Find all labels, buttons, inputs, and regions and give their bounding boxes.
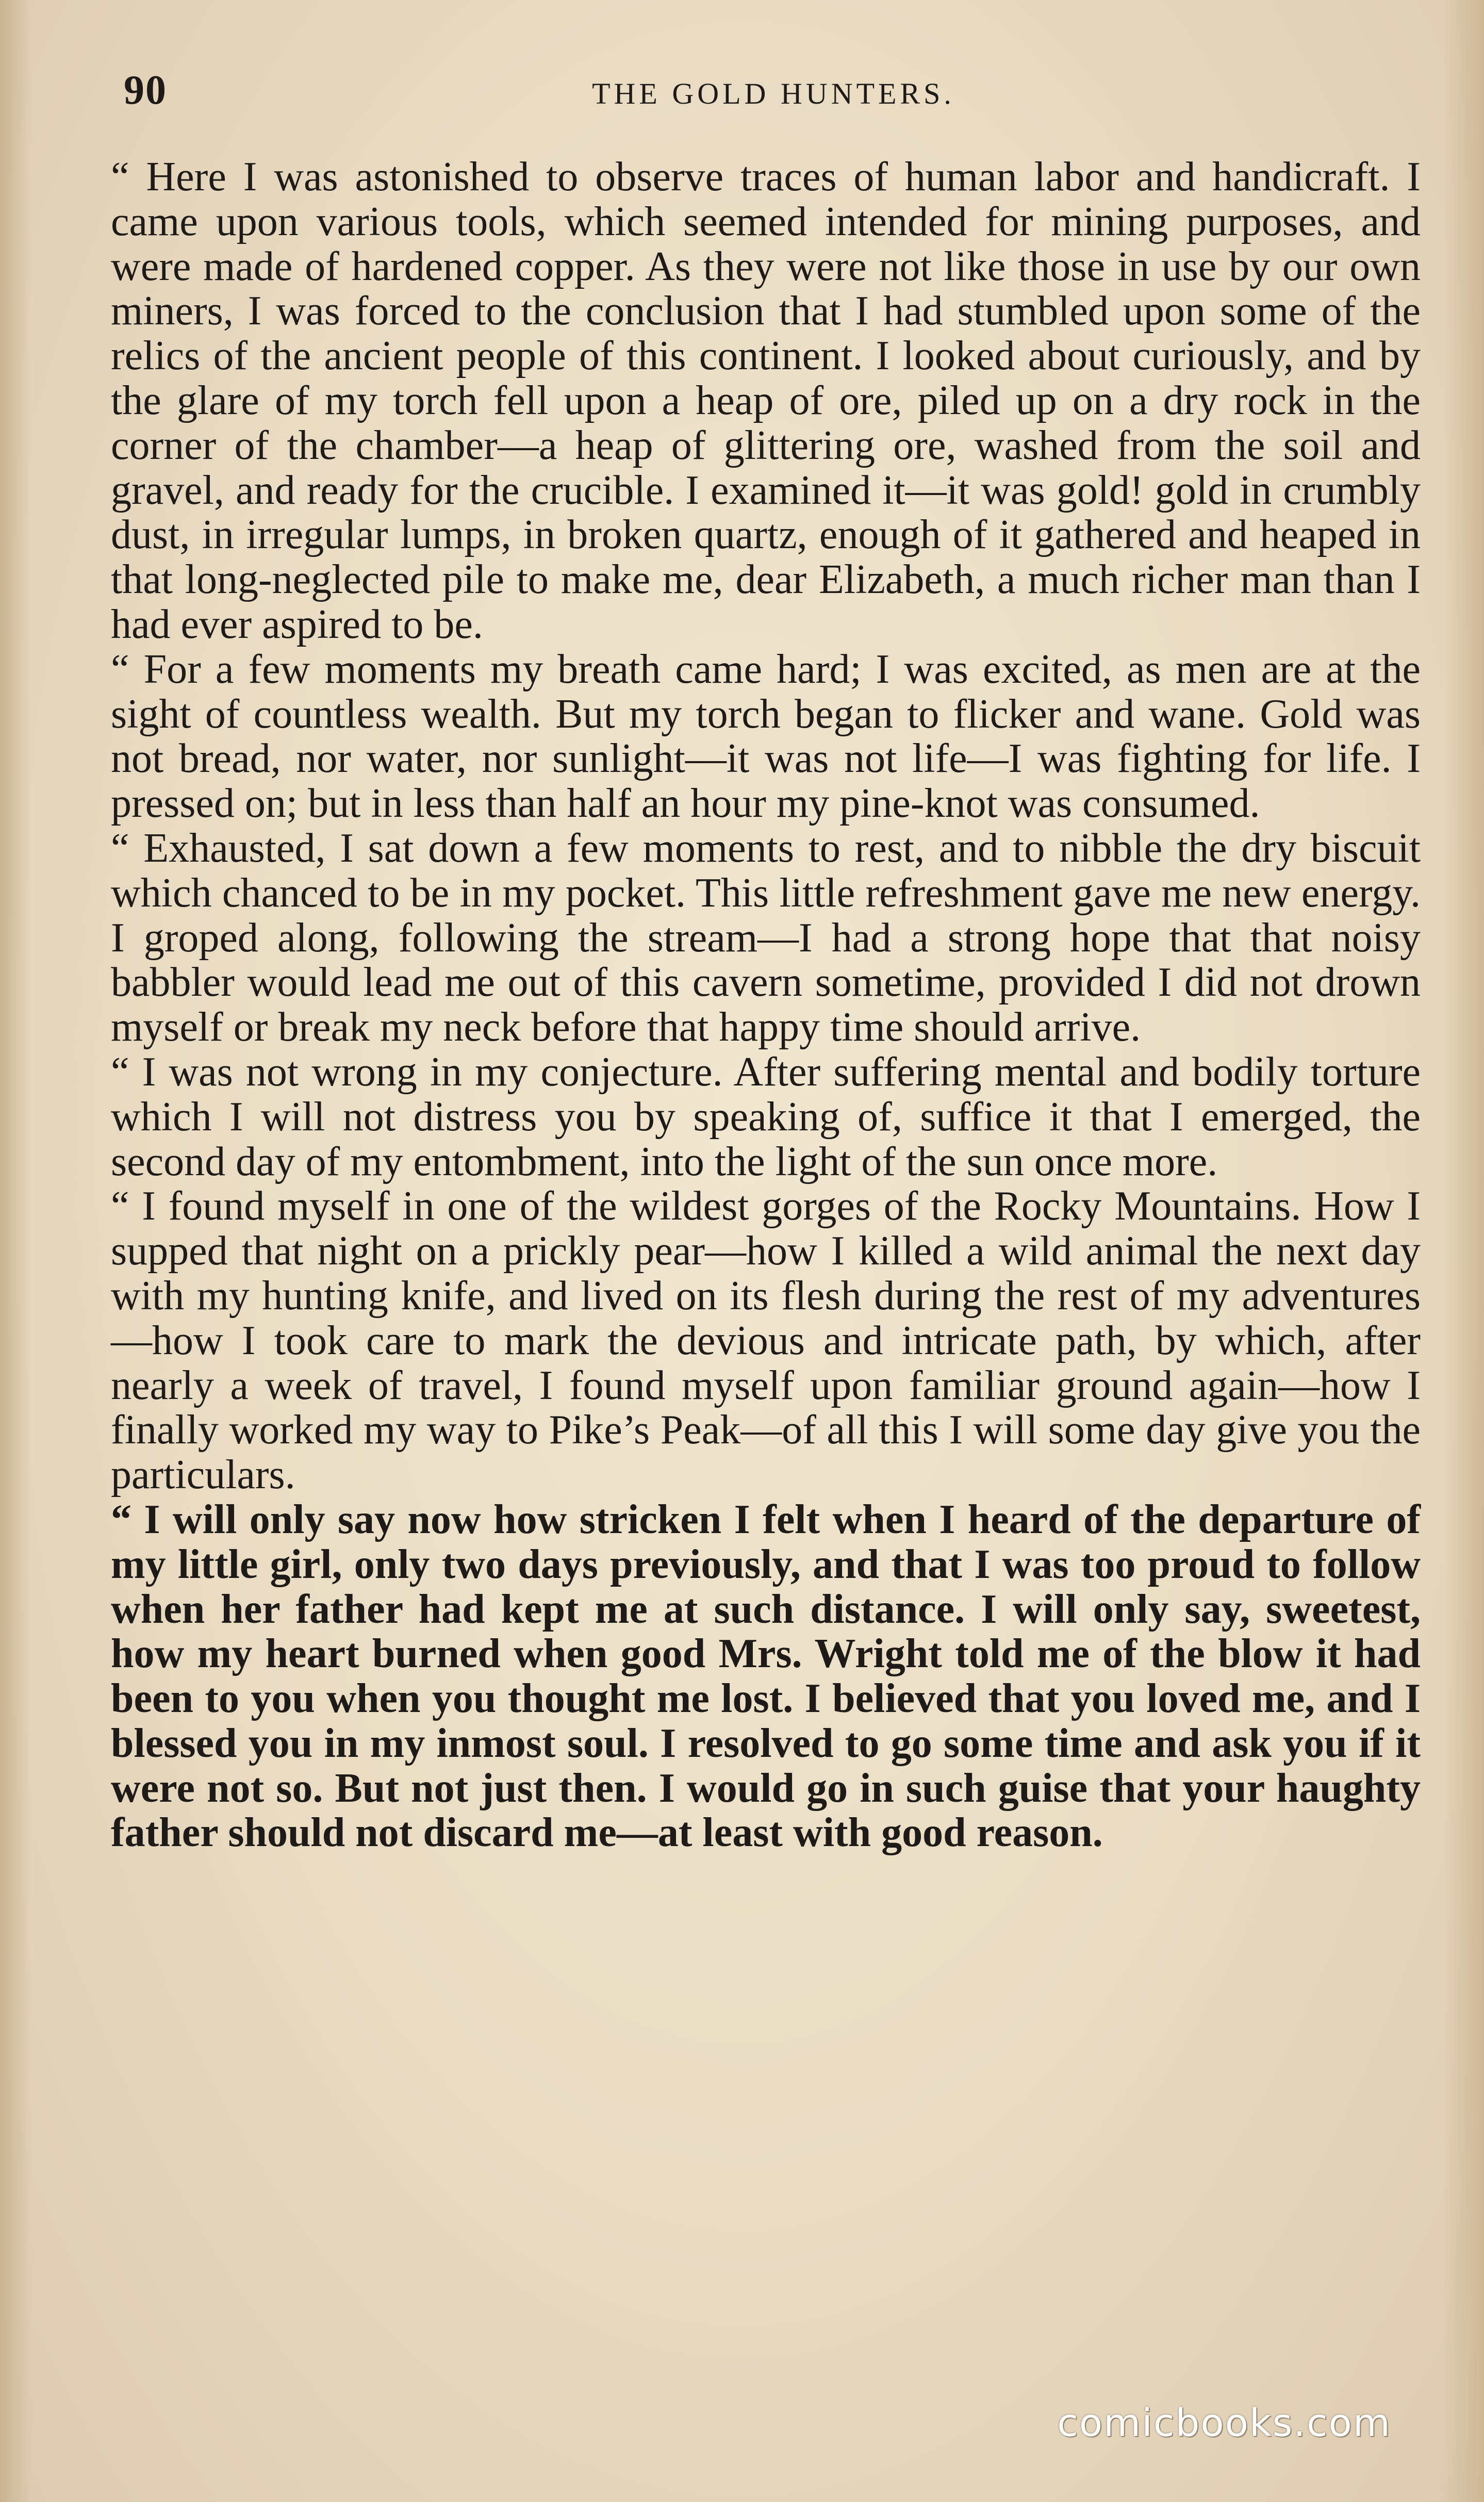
page-header xyxy=(124,67,1423,113)
paragraph: “ I found myself in one of the wildest gorges of the Rocky Mountains. How I supped that night on a prickly pear—how I killed a wild animal the next day with my hunting knife, and lived on its flesh during the rest of my adventures—how I took care to mark the devious and intricate path, by which, after nearly a week of travel, I found myself upon familiar ground again—how I finally worked my way to Pike’s Peak—of all this I will some day give you the particulars. xyxy=(111,1183,1421,1498)
paragraph: “ Exhausted, I sat down a few moments to rest, and to nibble the dry biscuit which chanced to be in my pocket. This little refreshment gave me new energy. I groped along, following the stream—I had a strong hope that that noisy babbler would lead me out of this cavern sometime, provided I did not drown myself or break my neck before that happy time should arrive. xyxy=(111,825,1421,1050)
paragraph: “ For a few moments my breath came hard; I was excited, as men are at the sight of countless wealth. But my torch began to flicker and wane. Gold was not bread, nor water, nor sunlight—it was not life—I was fighting for life. I pressed on; but in less than half an hour my pine-knot was consumed. xyxy=(111,646,1421,827)
running-head: THE GOLD HUNTERS. xyxy=(592,77,955,110)
watermark: comicbooks.com xyxy=(1057,2401,1391,2445)
body-text xyxy=(111,155,1421,1855)
paragraph: “ Here I was astonished to observe traces of human labor and handicraft. I came upon various tools, which seemed intended for mining purposes, and were made of hardened copper. As they were not like those in use by our own miners, I was forced to the conclusion that I had stumbled upon some of the relics of the ancient people of this continent. I looked about curiously, and by the glare of my torch fell upon a heap of ore, piled up on a dry rock in the corner of the chamber—a heap of glittering ore, washed from the soil and gravel, and ready for the crucible. I examined it—it was gold! gold in crumbly dust, in irregular lumps, in broken quartz, enough of it gathered and heaped in that long-neglected pile to make me, dear Elizabeth, a much richer man than I had ever aspired to be. xyxy=(111,154,1421,647)
page-number: 90 xyxy=(124,68,167,113)
paragraph: “ I was not wrong in my conjecture. After suffering mental and bodily torture which I will not distress you by speaking of, suffice it that I emerged, the second day of my entombment, into the light of the sun once more. xyxy=(111,1049,1421,1184)
paragraph: “ I will only say now how stricken I felt when I heard of the departure of my little girl, only two days previously, and that I was too proud to follow when her father had kept me at such distance. I will only say, sweetest, how my heart burned when good Mrs. Wright told me of the blow it had been to you when you thought me lost. I believed that you loved me, and I blessed you in my inmost soul. I resolved to go some time and ask you if it were not so. But not just then. I would go in such guise that your haughty father should not discard me—at least with good reason. xyxy=(111,1496,1421,1856)
